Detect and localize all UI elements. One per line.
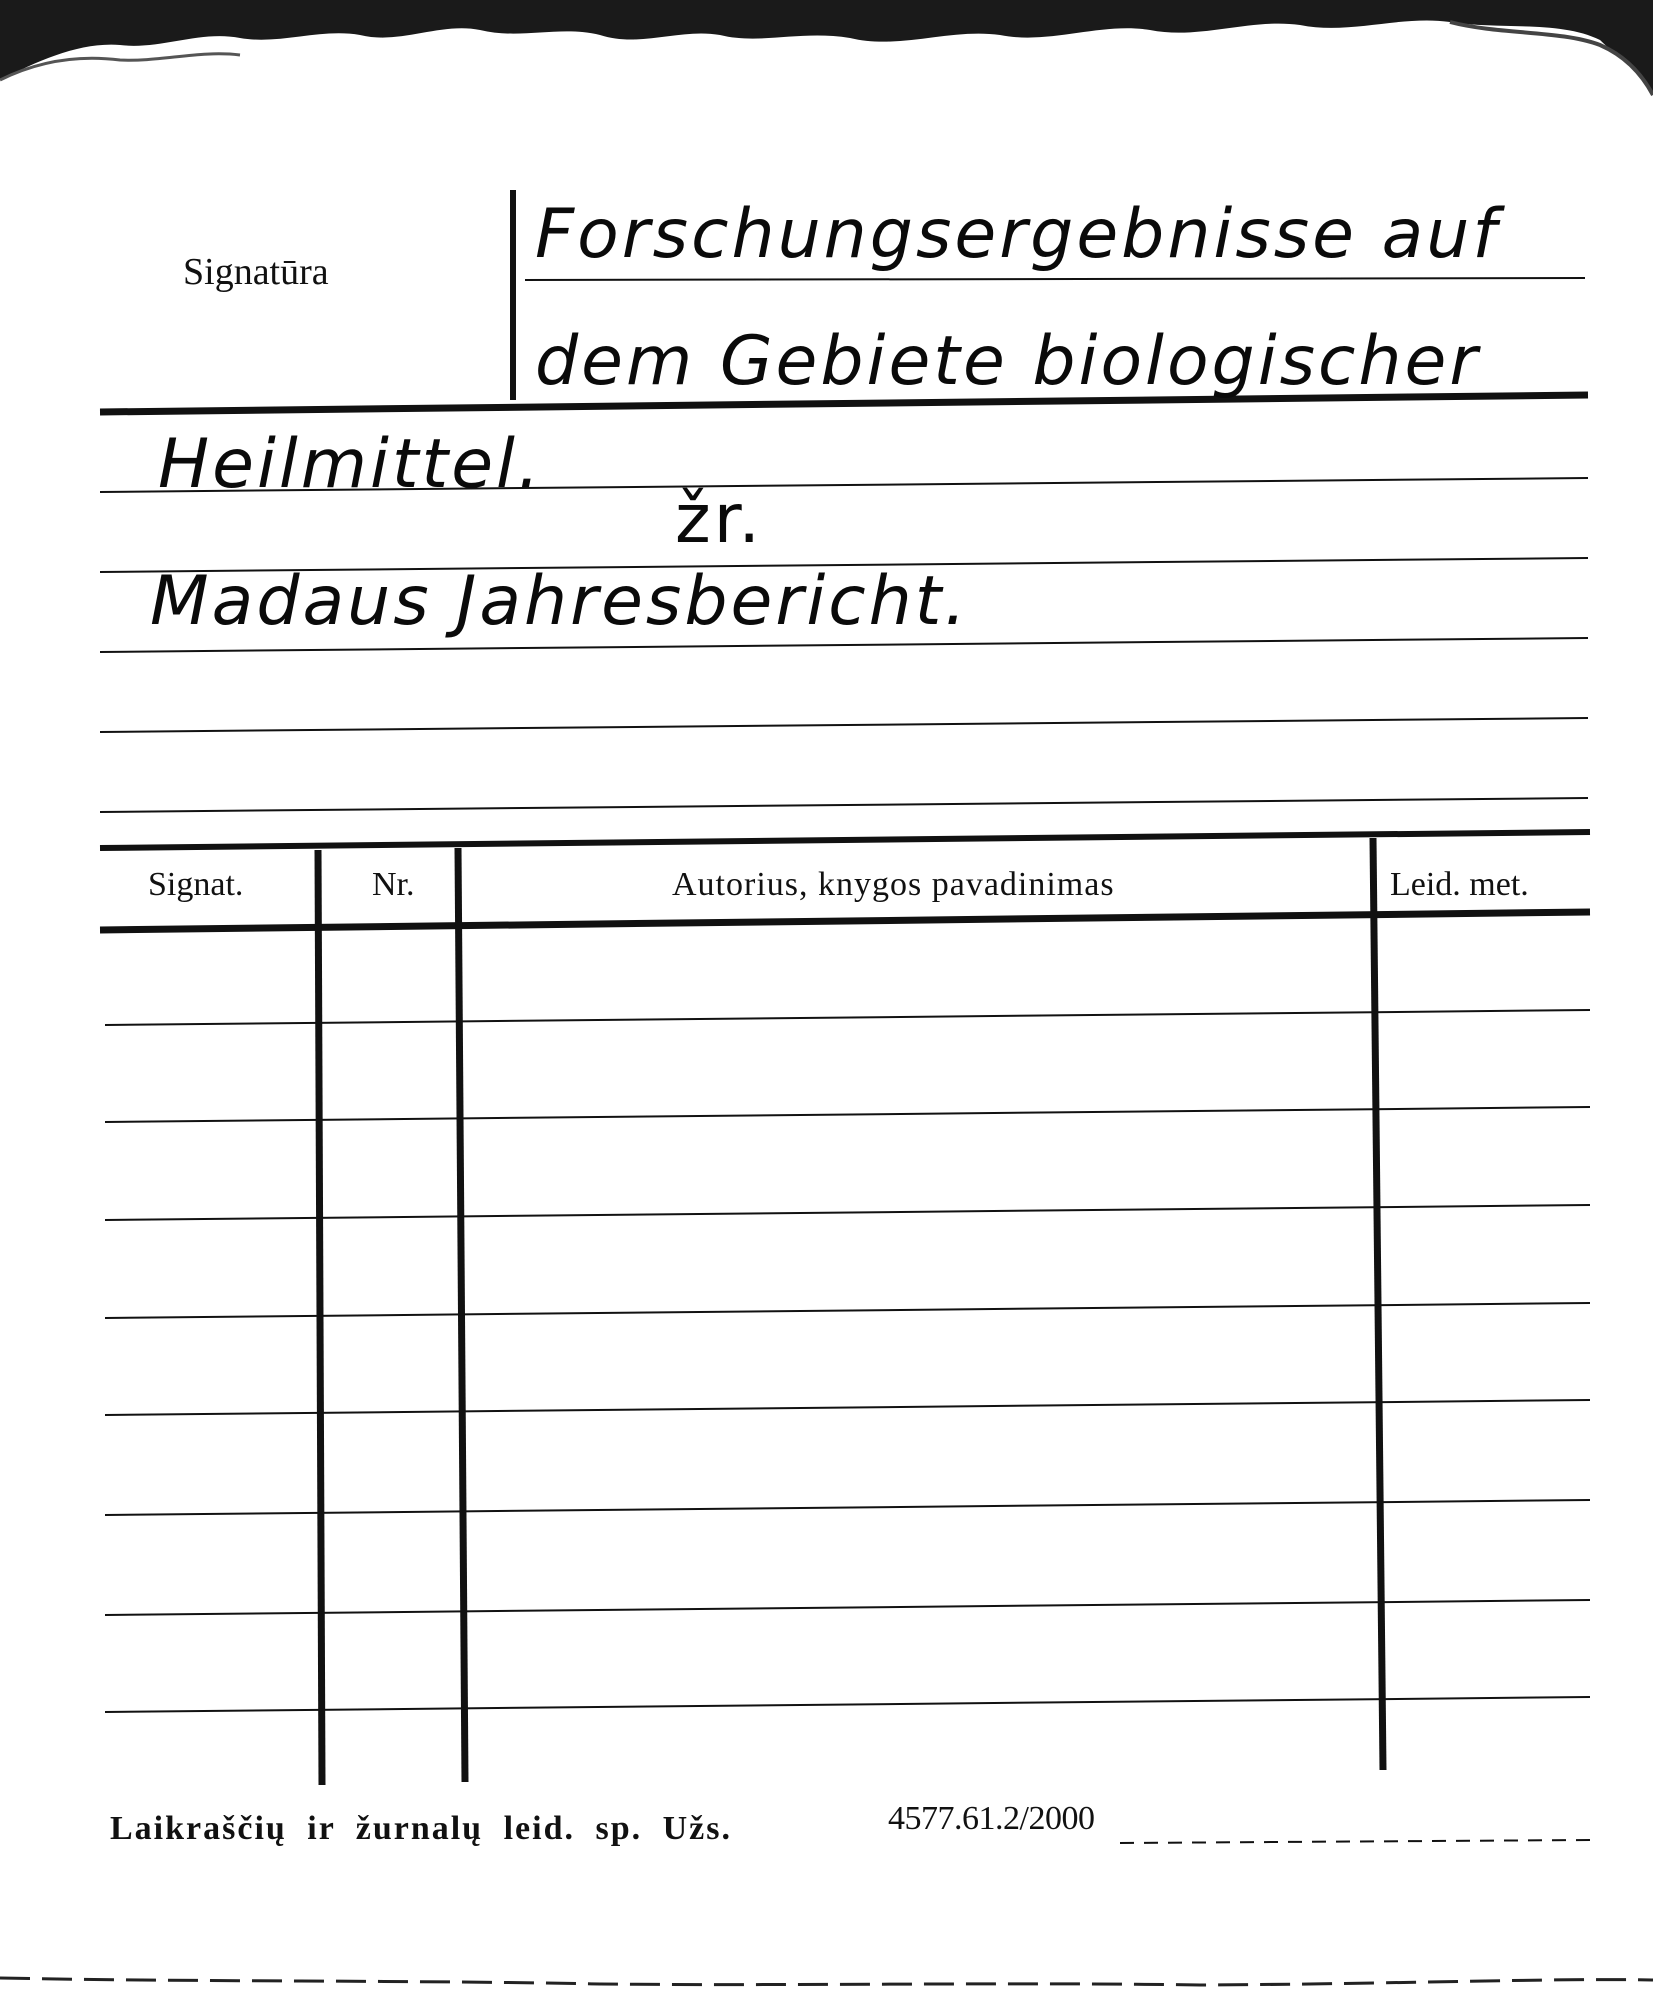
column-header-nr: Nr. bbox=[372, 866, 415, 903]
column-header-author-title: Autorius, knygos pavadinimas bbox=[672, 866, 1115, 903]
handwritten-see-also: žr. bbox=[675, 480, 764, 559]
signatura-label: Signatūra bbox=[183, 251, 329, 293]
card-bottom-edge bbox=[0, 1960, 1653, 2007]
handwritten-reference: Madaus Jahresbericht. bbox=[150, 562, 969, 641]
column-header-signat: Signat. bbox=[148, 866, 244, 903]
printer-order-code: 4577.61.2/2000 bbox=[888, 1800, 1095, 1837]
column-header-publication-year: Leid. met. bbox=[1390, 866, 1529, 903]
printer-footer: Laikraščių ir žurnalų leid. sp. Užs. bbox=[110, 1810, 732, 1847]
handwritten-title-line-2: dem Gebiete biologischer bbox=[535, 322, 1481, 401]
handwritten-title-line-3: Heilmittel. bbox=[158, 425, 543, 504]
handwritten-title-line-1: Forschungsergebnisse auf bbox=[535, 195, 1500, 274]
